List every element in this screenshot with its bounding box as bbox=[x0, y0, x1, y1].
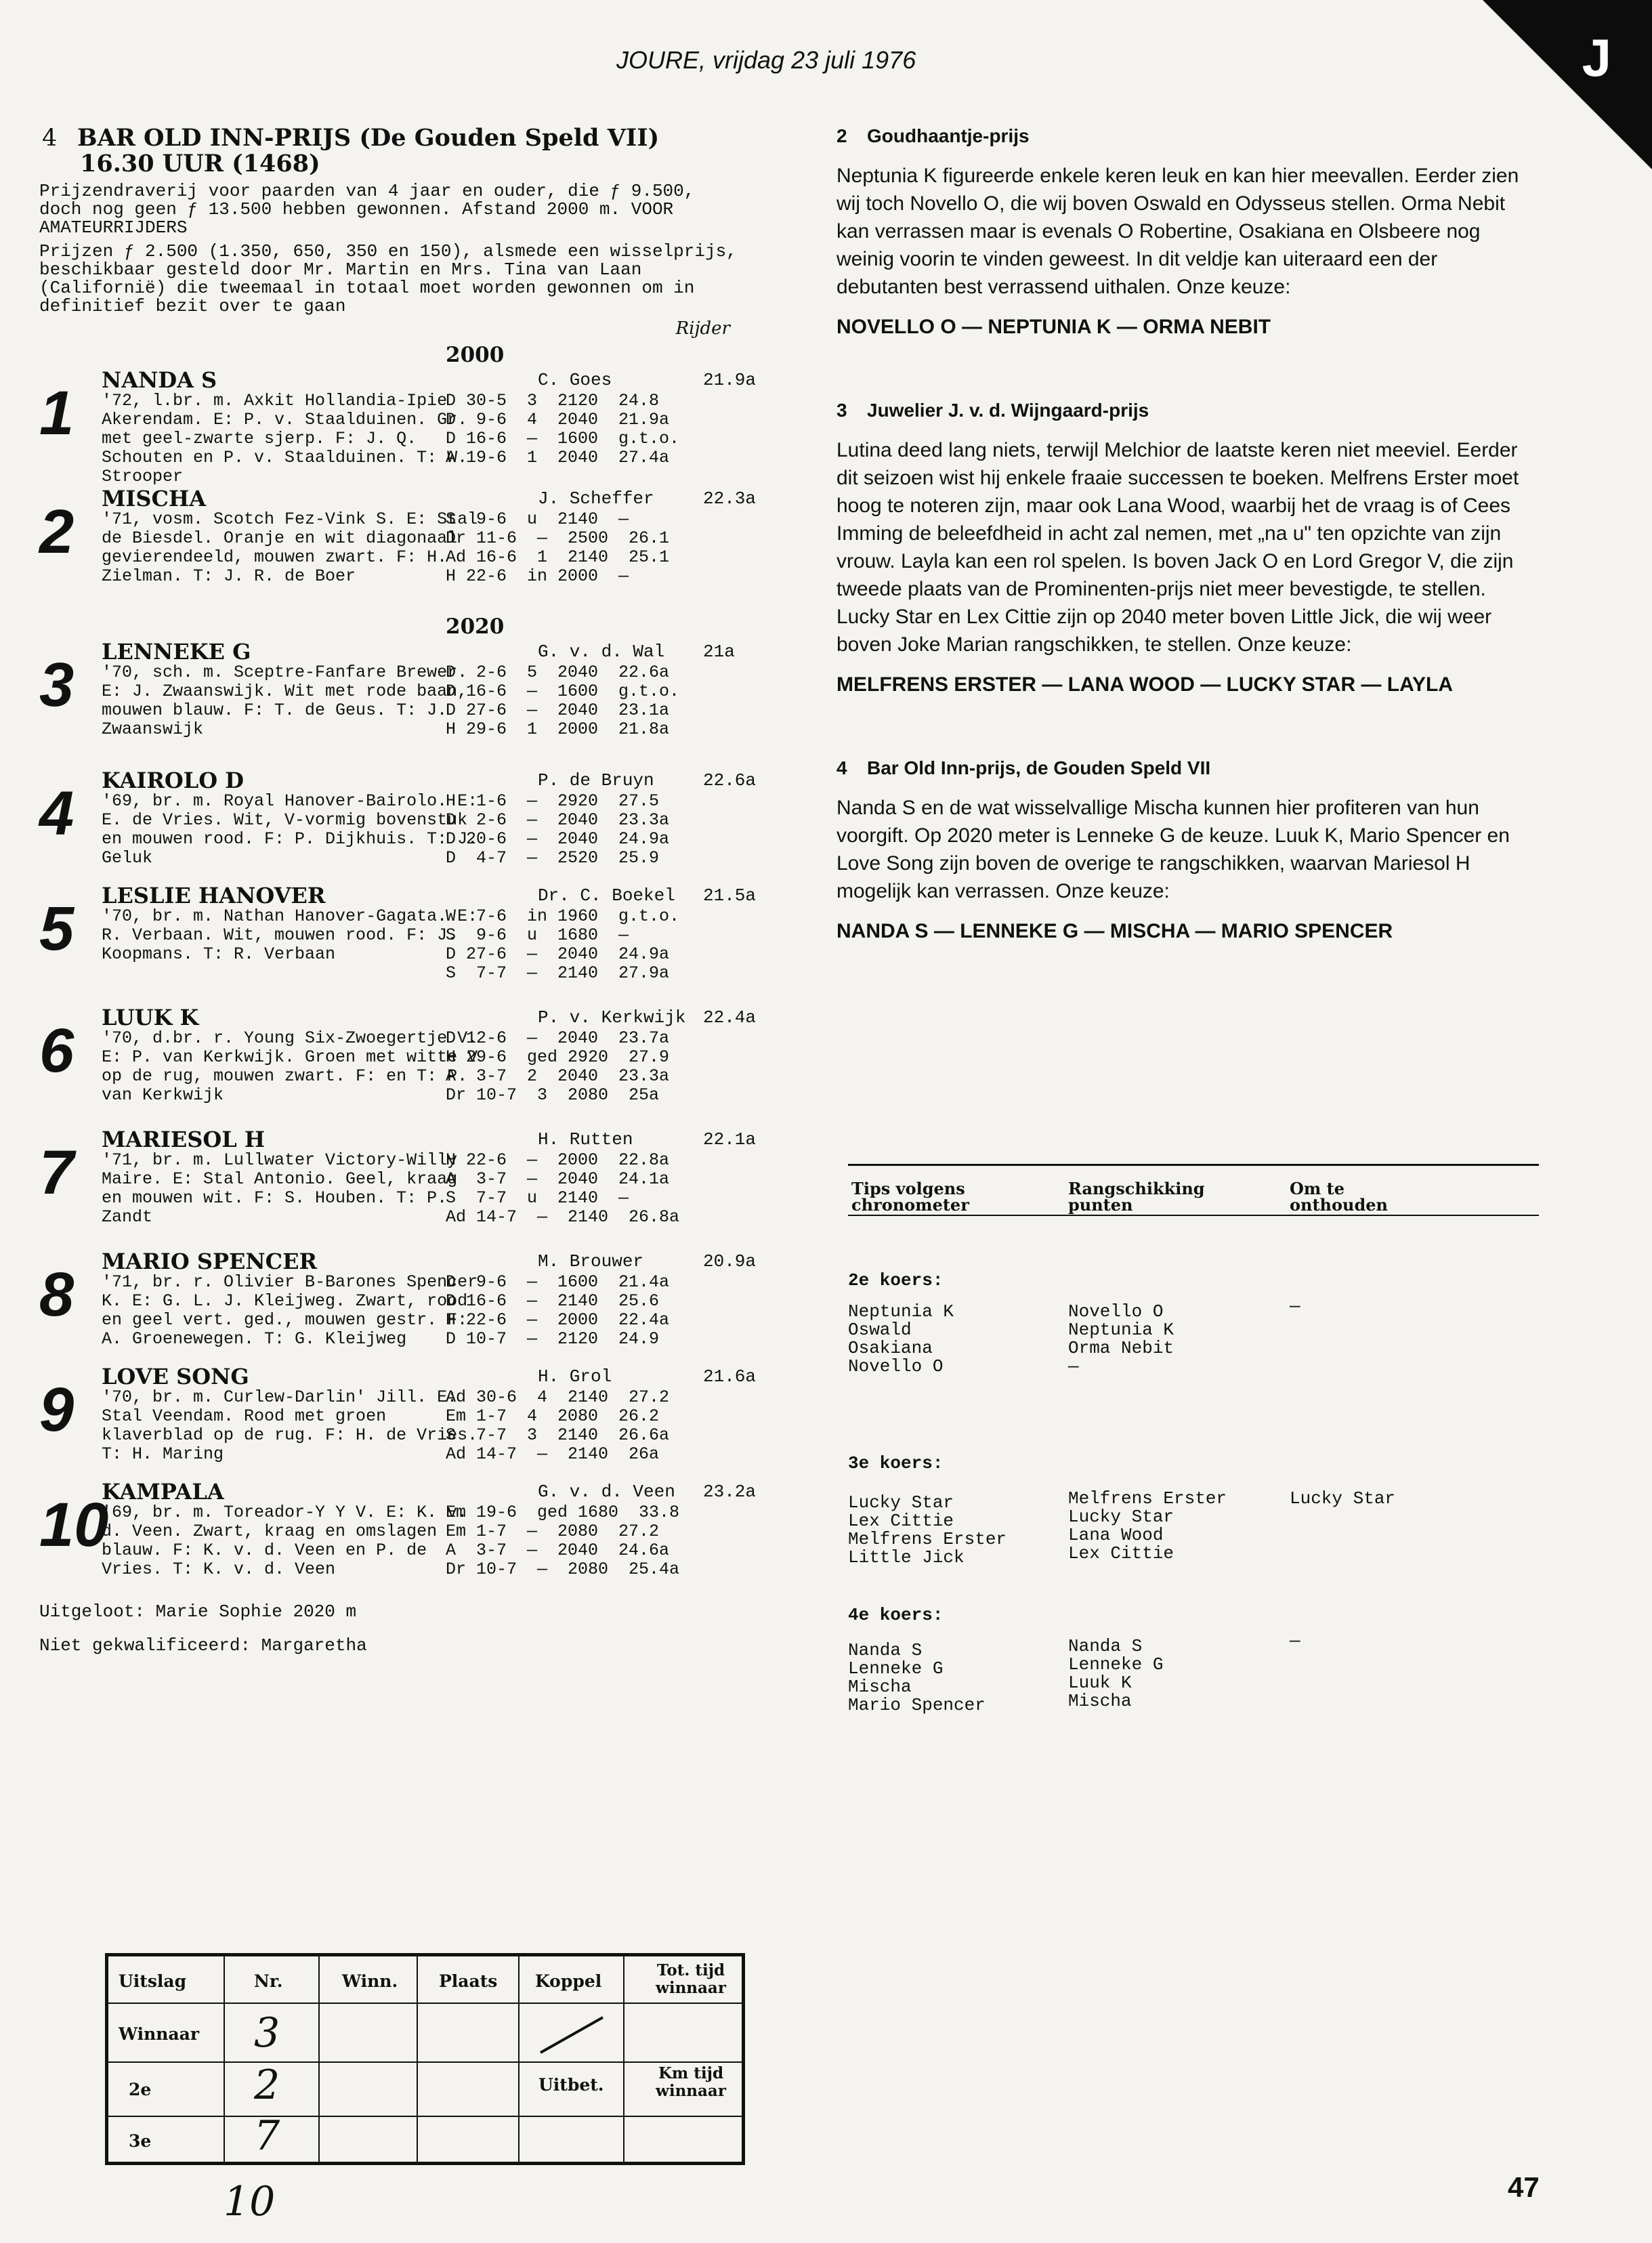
keuze-2: NOVELLO O — NEPTUNIA K — ORMA NEBIT bbox=[836, 316, 1271, 338]
distance-2000: 2000 bbox=[446, 343, 505, 367]
horse-description: '69, br. m. Toreador-Y Y V. E: K. v. d. Veen. Zwart, kraag en omslagen blauw. F: K. v. d. Veen en P. de Vries. T: K. v. d. Veen bbox=[102, 1503, 468, 1579]
keuze-3: MELFRENS ERSTER — LANA WOOD — LUCKY STAR — LAYLA bbox=[836, 673, 1454, 696]
horse-name: MARIO SPENCER bbox=[102, 1249, 318, 1274]
tips-round-3: 3e koers: Lucky Star Lex Cittie Melfrens Erster Little Jick Melfrens Erster Lucky Star Lana Wood Lex Cittie Lucky Star bbox=[848, 1453, 1396, 1568]
horse-number: 3 bbox=[39, 650, 75, 719]
horse-entry bbox=[39, 1005, 757, 1127]
horse-recent-races: S 9-6 u 2140 — Dr 11-6 — 2500 26.1 Ad 16-6 1 2140 25.1 H 22-6 in 2000 — bbox=[446, 509, 670, 586]
uitbet-label: Uitbet. bbox=[538, 2075, 604, 2095]
horse-name: LENNEKE G bbox=[102, 639, 251, 665]
tips-table bbox=[848, 1164, 1539, 1724]
horse-record: 23.2a bbox=[703, 1482, 757, 1502]
horse-record: 22.3a bbox=[703, 488, 757, 509]
tips-round-4: 4e koers: Nanda S Lenneke G Mischa Mario Spencer Nanda S Lenneke G Luuk K Mischa — bbox=[848, 1605, 1300, 1715]
horse-rider: P. v. Kerkwijk bbox=[538, 1007, 686, 1028]
uitslag-header: Uitslag bbox=[119, 1971, 187, 1991]
horse-record: 20.9a bbox=[703, 1251, 757, 1272]
horse-name: KAIROLO D bbox=[102, 768, 245, 793]
race-intro: Prijzendraverij voor paarden van 4 jaar en ouder, die ƒ 9.500, doch nog geen ƒ 13.500 hebben gewonnen. Afstand 2000 m. VOOR AMATEURRIJDERS bbox=[39, 181, 695, 238]
rijder-label: Rijder bbox=[675, 318, 730, 339]
horse-number: 6 bbox=[39, 1016, 75, 1085]
horse-entry bbox=[39, 1364, 757, 1479]
horse-number: 7 bbox=[39, 1138, 75, 1207]
tips-header-chrono: Tips volgens chronometer bbox=[851, 1179, 969, 1215]
horse-list-2020 bbox=[39, 639, 757, 1594]
horse-description: '70, br. m. Curlew-Darlin' Jill. E: Stal Veendam. Rood met groen klaverblad op de rug. F: H. de Vries. T: H. Maring bbox=[102, 1387, 478, 1464]
horse-recent-races: Em 19-6 ged 1680 33.8 Em 1-7 — 2080 27.2 A 3-7 — 2040 24.6a Dr 10-7 — 2080 25.4a bbox=[446, 1503, 680, 1579]
tips-header-onthouden: Om te onthouden bbox=[1290, 1179, 1388, 1215]
horse-description: '71, br. m. Lullwater Victory-Willy Maire. E: Stal Antonio. Geel, kraag en mouwen wit. F: S. Houben. T: P. Zandt bbox=[102, 1150, 458, 1227]
horse-recent-races: Ad 30-6 4 2140 27.2 Em 1-7 4 2080 26.2 S 7-7 3 2140 26.6a Ad 14-7 — 2140 26a bbox=[446, 1387, 670, 1464]
horse-name: LOVE SONG bbox=[102, 1364, 249, 1389]
tips-header-punten: Rangschikking punten bbox=[1068, 1179, 1205, 1215]
horse-recent-races: D 30-5 3 2120 24.8 D 9-6 4 2040 21.9a D 16-6 — 1600 g.t.o. A 19-6 1 2040 27.4a bbox=[446, 391, 680, 467]
horse-list-2000 bbox=[39, 367, 757, 614]
tips-round-2: 2e koers: Neptunia K Oswald Osakiana Novello O Novello O Neptunia K Orma Nebit — — bbox=[848, 1270, 1300, 1377]
horse-entry bbox=[39, 768, 757, 883]
horse-entry bbox=[39, 639, 744, 768]
horse-description: '70, sch. m. Sceptre-Fanfare Brewer. E: J. Zwaanswijk. Wit met rode baan, mouwen blauw. F: T. de Geus. T: J. Zwaanswijk bbox=[102, 663, 468, 739]
page-number: 47 bbox=[1508, 2171, 1540, 2203]
section-letter: J bbox=[1582, 28, 1611, 87]
horse-recent-races: H 22-6 — 2000 22.8a A 3-7 — 2040 24.1a S 7-7 u 2140 — Ad 14-7 — 2140 26.8a bbox=[446, 1150, 680, 1227]
horse-rider: J. Scheffer bbox=[538, 488, 654, 509]
section-4: 4 Bar Old Inn-prijs, de Gouden Speld VII Nanda S en de wat wisselvallige Mischa kunnen hier profiteren van hun voorgift. Op 2020 meter is Lenneke G de keuze. Luuk K, Mario Spencer en Love Song zijn boven de overige te rangschikken, waarvan Mariesol H mogelijk kan verrassen. Onze keuze: NANDA S — LENNEKE G — MISCHA — MARIO SPENCER bbox=[836, 757, 1527, 943]
horse-rider: H. Grol bbox=[538, 1366, 612, 1387]
uitslag-box: Uitslag Nr. Winn. Plaats Koppel Tot. tijd winnaar Winnaar 2e 3e Uitbet. Km tijd winnaar 3 2 7 bbox=[105, 1953, 745, 2165]
handwritten-fourth: 10 bbox=[224, 2178, 276, 2225]
horse-rider: H. Rutten bbox=[538, 1129, 633, 1150]
horse-description: '71, br. r. Olivier B-Barones Spencer K. E: G. L. J. Kleijweg. Zwart, rood en geel vert. ged., mouwen gestr. F: A. Groenewegen. T: G. Kleijweg bbox=[102, 1272, 478, 1349]
horse-recent-races: D 2-6 5 2040 22.6a D 16-6 — 1600 g.t.o. D 27-6 — 2040 23.1a H 29-6 1 2000 21.8a bbox=[446, 663, 680, 739]
race-title: 4 BAR OLD INN-PRIJS (De Gouden Speld VII) 16.30 UUR (1468) bbox=[42, 124, 660, 177]
distance-2020: 2020 bbox=[446, 614, 505, 639]
handwritten-winner: 3 bbox=[254, 2009, 280, 2057]
horse-name: KAMPALA bbox=[102, 1479, 224, 1505]
horse-name: LUUK K bbox=[102, 1005, 199, 1030]
horse-description: '70, br. m. Nathan Hanover-Gagata. E: R. Verbaan. Wit, mouwen rood. F: J. Koopmans. T: R. Verbaan bbox=[102, 906, 478, 964]
horse-name: LESLIE HANOVER bbox=[102, 883, 326, 908]
horse-rider: C. Goes bbox=[538, 370, 612, 390]
horse-number: 8 bbox=[39, 1260, 75, 1329]
horse-description: '71, vosm. Scotch Fez-Vink S. E: Stal de Biesdel. Oranje en wit diagonaal gevierendeeld, mouwen zwart. F: H. Zielman. T: J. R. de Boer bbox=[102, 509, 478, 586]
horse-recent-races: D 9-6 — 1600 21.4a D 16-6 — 2140 25.6 H 22-6 — 2000 22.4a D 10-7 — 2120 24.9 bbox=[446, 1272, 670, 1349]
section-3: 3 Juwelier J. v. d. Wijngaard-prijs Lutina deed lang niets, terwijl Melchior de laatste keren niet meeviel. Eerder dit seizoen wist hij enkele fraaie successen te boeken. Melfrens Erster moet hoog te noteren zijn, maar ook Lana Wood, waarbij het de vraag is of Cees Imming de beleefdheid in acht zal nemen, met „na u" ten opzichte van zijn vrouw. Layla kan een rol spelen. Is boven Jack O en Lord Gregor V, die zijn tweede plaats van de Prominenten-prijs niet meer bevestigde, te stellen. Lucky Star en Lex Cittie zijn op 2040 meter boven Little Jick, die wij weer boven Joke Marian rangschikken, te stellen. Onze keuze: MELFRENS ERSTER — LANA WOOD — LUCKY STAR — LAYLA bbox=[836, 400, 1527, 696]
horse-description: '69, br. m. Royal Hanover-Bairolo. E: E. de Vries. Wit, V-vormig bovenstuk en mouwen rood. F: P. Dijkhuis. T: J. Geluk bbox=[102, 791, 478, 868]
predictions bbox=[836, 125, 1527, 943]
horse-recent-races: H 1-6 — 2920 27.5 D 2-6 — 2040 23.3a D 20-6 — 2040 24.9a D 4-7 — 2520 25.9 bbox=[446, 791, 670, 868]
race-time: 16.30 UUR (1468) bbox=[80, 150, 320, 177]
race-program bbox=[39, 124, 757, 1656]
horse-name: MISCHA bbox=[102, 486, 207, 511]
page-header: JOURE, vrijdag 23 juli 1976 bbox=[616, 46, 916, 74]
horse-number: 2 bbox=[39, 497, 75, 566]
horse-number: 1 bbox=[39, 379, 75, 448]
race-prizes: Prijzen ƒ 2.500 (1.350, 650, 350 en 150), alsmede een wisselprijs, beschikbaar gesteld door Mr. Martin en Mrs. Tina van Laan (Californië) die tweemaal in totaal moet worden gewonnen om in definitief bezit over te gaan bbox=[39, 241, 737, 316]
horse-record: 21.5a bbox=[703, 885, 757, 906]
horse-rider: G. v. d. Veen bbox=[538, 1482, 675, 1502]
horse-rider: P. de Bruyn bbox=[538, 770, 654, 791]
horse-description: '72, l.br. m. Axkit Hollandia-Ipie Akerendam. E: P. v. Staalduinen. Gr. met geel-zwarte sjerp. F: J. Q. Schouten en P. v. Staalduinen. T: W. Strooper bbox=[102, 391, 468, 486]
horse-recent-races: D 12-6 — 2040 23.7a H 29-6 ged 2920 27.9 A 3-7 2 2040 23.3a Dr 10-7 3 2080 25a bbox=[446, 1028, 670, 1105]
section-2: 2 Goudhaantje-prijs Neptunia K figureerde enkele keren leuk en kan hier meevallen. Eerder zien wij toch Novello O, die wij boven Oswald en Odysseus stellen. Orma Nebit kan verrassen maar is evenals O Robertine, Osakiana en Olsbeere nog weinig voorin te vinden geweest. In dit veldje kan uiteraard een der debutanten best verrassend uithalen. Onze keuze: NOVELLO O — NEPTUNIA K — ORMA NEBIT bbox=[836, 125, 1527, 339]
horse-record: 22.1a bbox=[703, 1129, 757, 1150]
horse-number: 10 bbox=[39, 1490, 109, 1559]
koppel-strike bbox=[535, 2011, 610, 2058]
row-2e: 2e bbox=[129, 2080, 152, 2099]
horse-entry bbox=[39, 1479, 757, 1594]
horse-record: 22.4a bbox=[703, 1007, 757, 1028]
horse-number: 9 bbox=[39, 1375, 75, 1444]
handwritten-third: 7 bbox=[254, 2112, 280, 2160]
keuze-4: NANDA S — LENNEKE G — MISCHA — MARIO SPENCER bbox=[836, 920, 1393, 942]
horse-name: NANDA S bbox=[102, 367, 217, 393]
horse-number: 5 bbox=[39, 894, 75, 963]
race-number: 4 bbox=[42, 125, 58, 152]
horse-entry bbox=[39, 1127, 757, 1249]
horse-description: '70, d.br. r. Young Six-Zwoegertje V. E: P. van Kerkwijk. Groen met witte V op de rug, mouwen zwart. F: en T: P. van Kerkwijk bbox=[102, 1028, 478, 1105]
niet-gekwalificeerd: Niet gekwalificeerd: Margaretha bbox=[39, 1635, 367, 1656]
horse-record: 21.9a bbox=[703, 370, 757, 390]
horse-rider: M. Brouwer bbox=[538, 1251, 644, 1272]
horse-entry bbox=[39, 486, 757, 614]
row-3e: 3e bbox=[129, 2131, 152, 2151]
horse-entry bbox=[39, 1249, 757, 1364]
horse-record: 21a bbox=[703, 642, 735, 662]
horse-rider: Dr. C. Boekel bbox=[538, 885, 675, 906]
horse-recent-races: W 7-6 in 1960 g.t.o. S 9-6 u 1680 — D 27-6 — 2040 24.9a S 7-7 — 2140 27.9a bbox=[446, 906, 680, 983]
horse-name: MARIESOL H bbox=[102, 1127, 266, 1152]
horse-rider: G. v. d. Wal bbox=[538, 642, 665, 662]
horse-entry bbox=[39, 883, 757, 1005]
horse-record: 22.6a bbox=[703, 770, 757, 791]
horse-record: 21.6a bbox=[703, 1366, 757, 1387]
handwritten-second: 2 bbox=[254, 2061, 280, 2109]
row-winnaar: Winnaar bbox=[119, 2024, 200, 2044]
horse-entry bbox=[39, 367, 757, 486]
uitgeloot: Uitgeloot: Marie Sophie 2020 m bbox=[39, 1601, 357, 1622]
horse-number: 4 bbox=[39, 779, 75, 848]
